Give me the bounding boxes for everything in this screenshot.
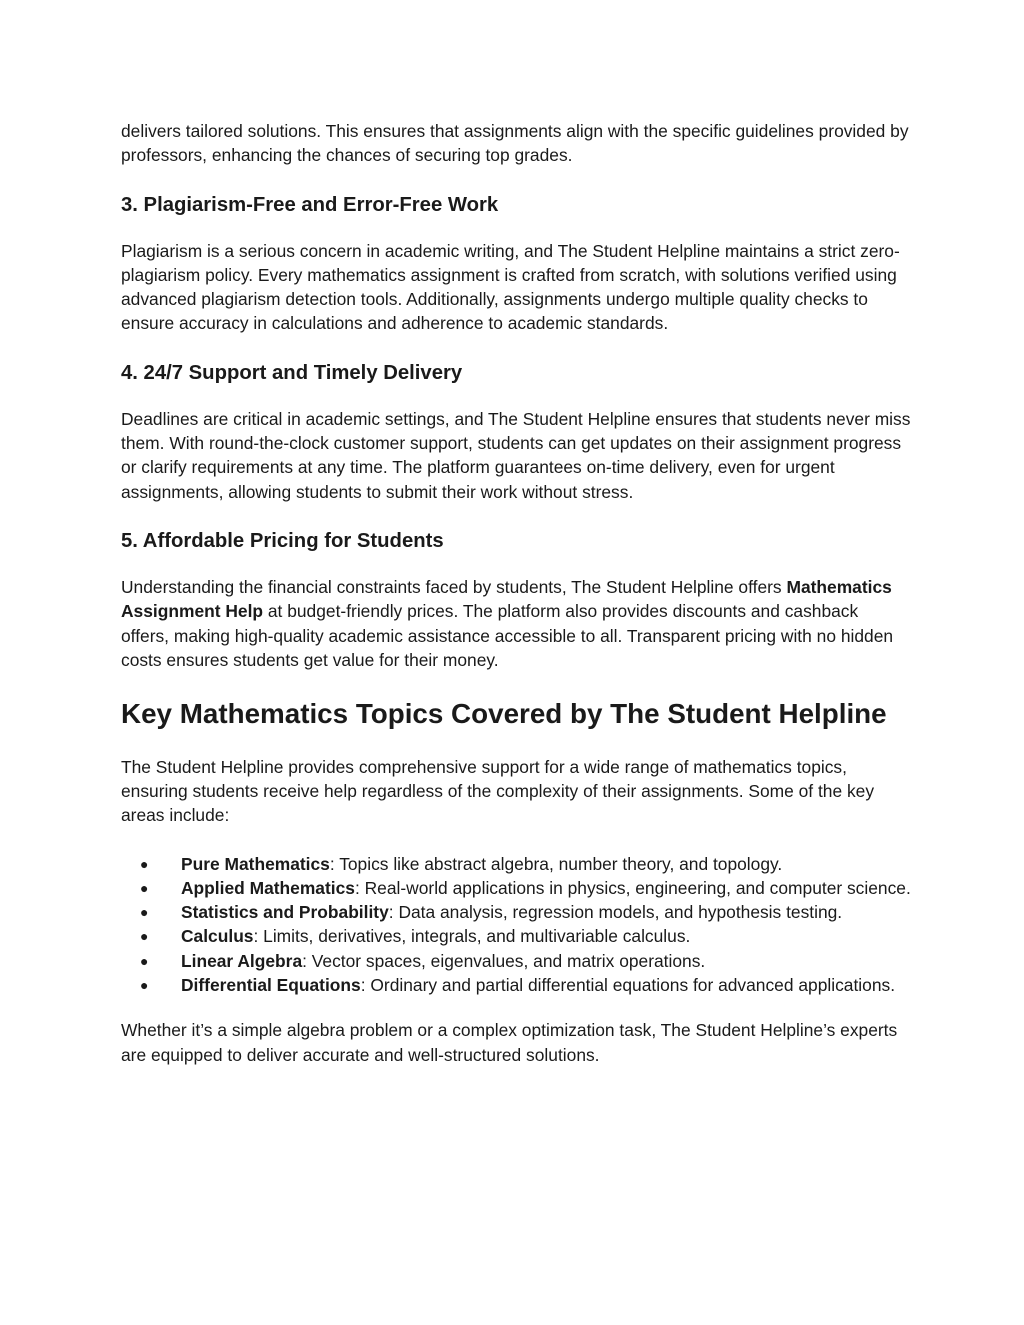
section-body-pricing	[121, 575, 911, 672]
topic-term: Applied Mathematics	[181, 877, 355, 898]
topics-intro: The Student Helpline provides comprehensive support for a wide range of mathematics topics, ensuring students receive help regardless of the complexity of their assignments. Some of the key areas include:	[121, 756, 875, 826]
topic-term: Linear Algebra	[181, 950, 303, 971]
section-heading-pricing: 5. Affordable Pricing for Students	[121, 529, 444, 552]
section-heading-support: 4. 24/7 Support and Timely Delivery	[121, 361, 463, 384]
pricing-text-after: at budget-friendly prices. The platform also provides discounts and cashback offers, making high-quality academic assistance accessible to all. Transparent pricing with no hidden costs ensures students get value for their money.	[121, 601, 894, 670]
topic-term: Statistics and Probability	[181, 902, 389, 923]
bullet-icon: ●	[140, 977, 149, 994]
bullet-icon: ●	[140, 904, 149, 921]
list-item	[121, 973, 911, 997]
intro-paragraph: delivers tailored solutions. This ensures that assignments align with the specific guidelines provided by professors, enhancing the chances of securing top grades.	[121, 121, 909, 166]
topics-heading: Key Mathematics Topics Covered by The Student Helpline	[121, 698, 887, 730]
document-page	[121, 119, 911, 1067]
pricing-text-bold: Mathematics Assignment Help	[121, 576, 892, 622]
topics-list	[121, 852, 911, 998]
list-item	[121, 924, 911, 948]
list-item	[121, 900, 911, 924]
topic-desc: : Data analysis, regression models, and hypothesis testing.	[388, 902, 843, 923]
list-item	[121, 949, 911, 973]
section-heading-plagiarism: 3. Plagiarism-Free and Error-Free Work	[121, 193, 499, 216]
topic-term: Calculus	[181, 926, 254, 947]
topic-desc: : Limits, derivatives, integrals, and multivariable calculus.	[253, 926, 691, 947]
closing-paragraph: Whether it’s a simple algebra problem or a complex optimization task, The Student Helpline’s experts are equipped to deliver accurate and well-structured solutions.	[121, 1020, 898, 1065]
topic-desc: : Ordinary and partial differential equations for advanced applications.	[360, 975, 896, 996]
bullet-icon: ●	[140, 879, 149, 896]
bullet-icon: ●	[140, 952, 149, 969]
bullet-icon: ●	[140, 928, 149, 945]
list-item	[121, 852, 911, 876]
topic-desc: : Topics like abstract algebra, number theory, and topology.	[329, 853, 783, 874]
topic-desc: : Vector spaces, eigenvalues, and matrix operations.	[302, 950, 706, 971]
section-body-plagiarism: Plagiarism is a serious concern in academic writing, and The Student Helpline maintains a strict zero-plagiarism policy. Every mathematics assignment is crafted from scratch, with solutions verified using advanced plagiarism detection tools. Additionally, assignments undergo multiple quality checks to ensure accuracy in calculations and adherence to academic standards.	[121, 240, 900, 334]
topic-term: Pure Mathematics	[181, 853, 330, 874]
topic-desc: : Real-world applications in physics, engineering, and computer science.	[354, 877, 911, 898]
list-item	[121, 876, 911, 900]
topic-term: Differential Equations	[181, 975, 361, 996]
bullet-icon: ●	[140, 855, 149, 872]
pricing-text-before: Understanding the financial constraints faced by students, The Student Helpline offers	[121, 576, 787, 597]
section-body-support: Deadlines are critical in academic settings, and The Student Helpline ensures that students never miss them. With round-the-clock customer support, students can get updates on their assignment progress or clarify requirements at any time. The platform guarantees on-time delivery, even for urgent assignments, allowing students to submit their work without stress.	[121, 408, 911, 502]
